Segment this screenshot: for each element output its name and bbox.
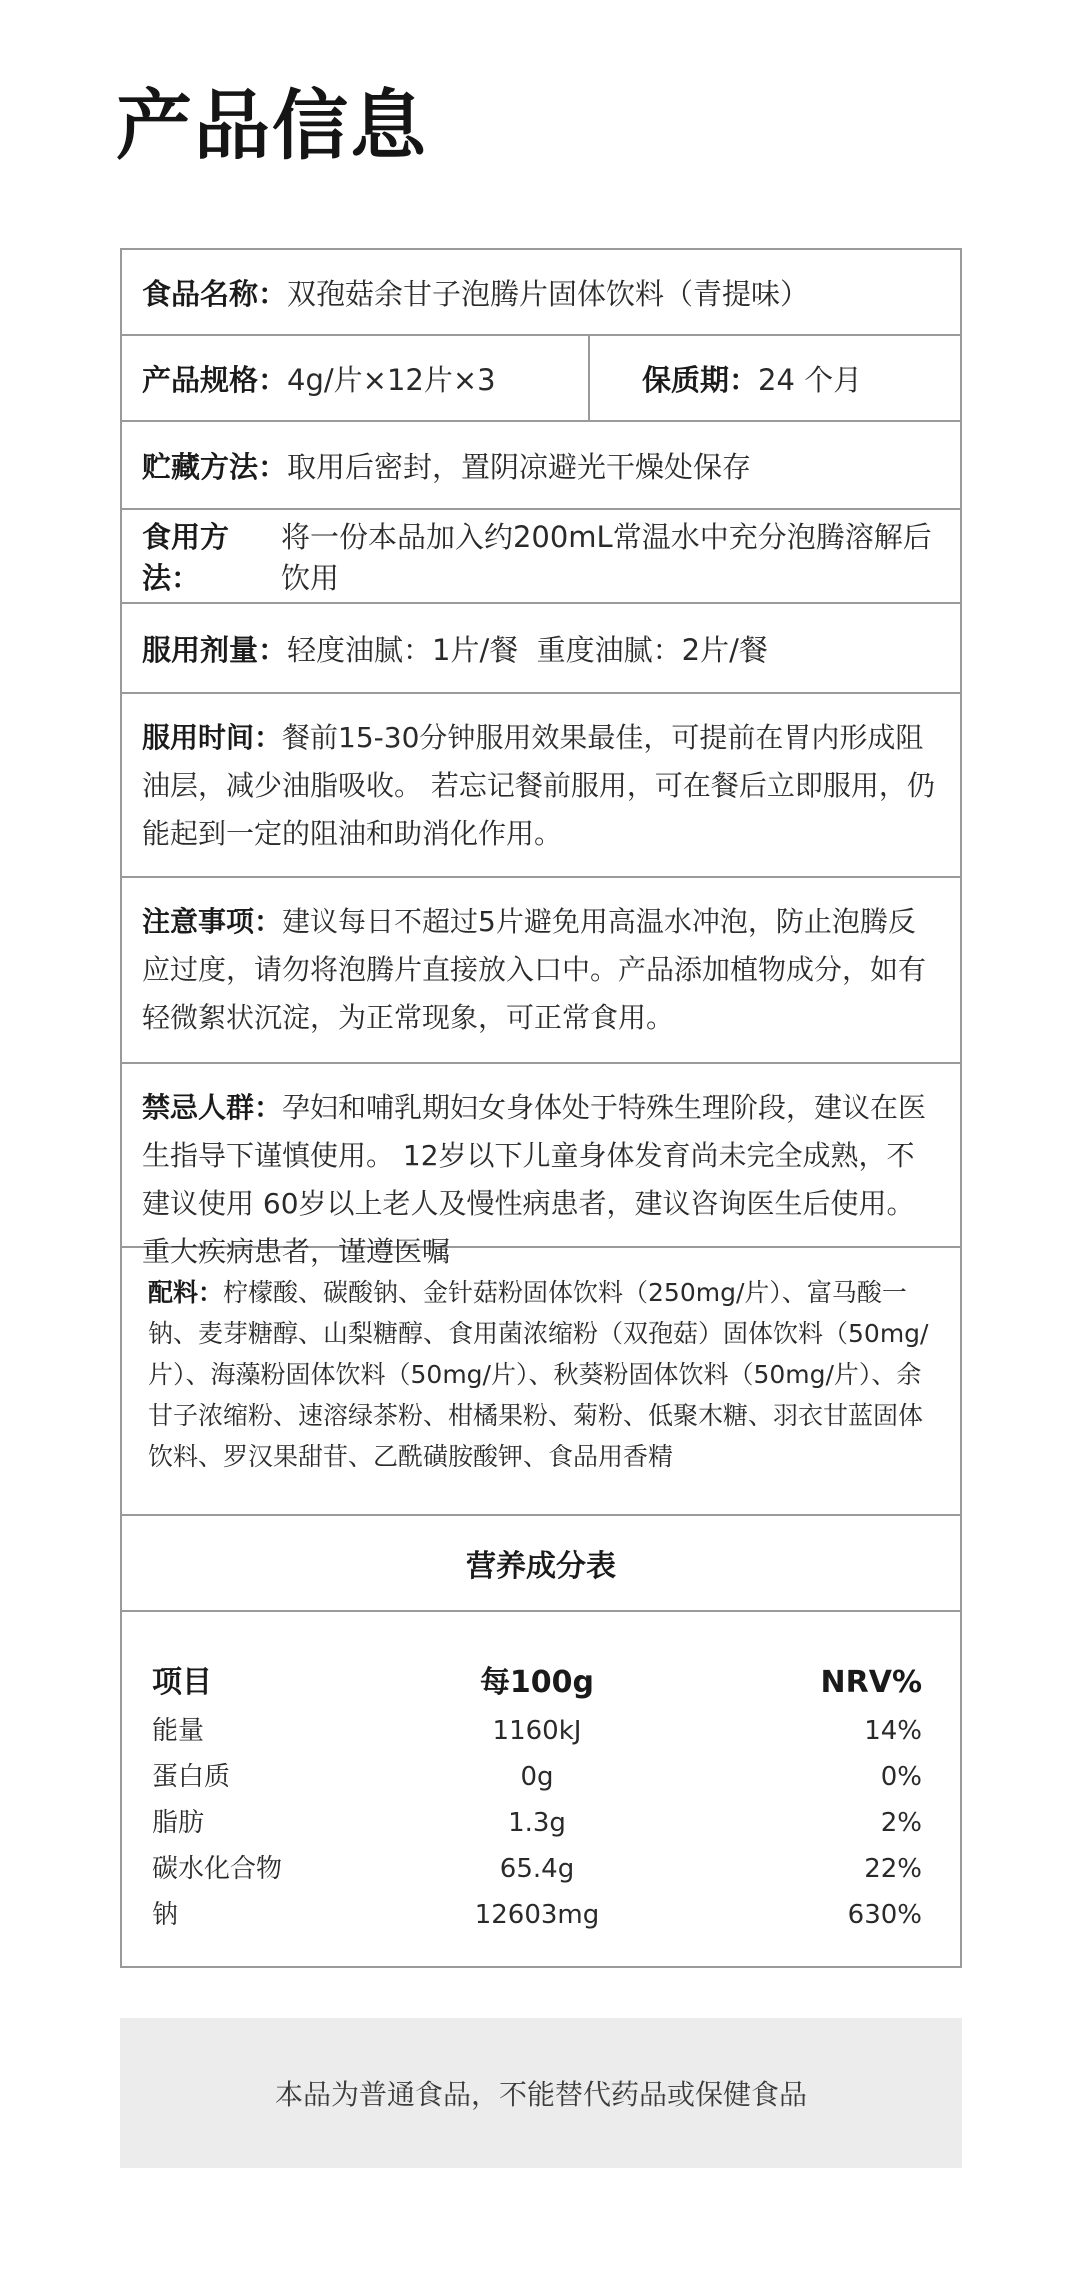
nutrient-amount: 0g (520, 1762, 554, 1792)
spec-value: 4g/片×12片×3 (287, 362, 496, 397)
nutrient-nrv: 630% (847, 1900, 922, 1930)
nutrition-row (122, 1708, 960, 1754)
food-name-value: 双孢菇余甘子泡腾片固体饮料（青提味） (287, 276, 810, 311)
timing-value: 餐前15-30分钟服用效果最佳，可提前在胃内形成阻油层，减少油脂吸收。 若忘记餐前服用，可在餐后立即服用，仍能起到一定的阻油和助消化作用。 (142, 721, 935, 850)
usage-label: 食用方法： (142, 520, 230, 595)
nutrient-name: 碳水化合物 (152, 1854, 283, 1884)
nutrient-name: 钠 (152, 1900, 179, 1930)
contraindications-label: 禁忌人群： (142, 1091, 283, 1124)
row-spec (122, 336, 960, 422)
row-ingredients (122, 1248, 960, 1516)
nutrition-row (122, 1800, 960, 1846)
nutrient-nrv: 22% (864, 1854, 922, 1884)
ingredients-label: 配料： (148, 1278, 224, 1307)
row-dosage (122, 604, 960, 694)
usage-value: 将一份本品加入约200mL常温水中充分泡腾溶解后饮用 (280, 520, 932, 595)
nutrient-amount: 65.4g (499, 1854, 575, 1884)
nutrition-table (122, 1612, 960, 1966)
row-contraindications (122, 1064, 960, 1268)
header-per-100g: 每100g (479, 1665, 595, 1700)
nutrition-row (122, 1892, 960, 1938)
nutrient-nrv: 2% (880, 1808, 922, 1838)
row-notes (122, 878, 960, 1064)
shelf-life-value: 24 个月 (758, 362, 863, 397)
dosage-label: 服用剂量： (142, 632, 288, 667)
nutrient-nrv: 14% (864, 1716, 922, 1746)
nutrient-name: 蛋白质 (152, 1762, 231, 1792)
notes-value: 建议每日不超过5片避免用高温水冲泡，防止泡腾反应过度，请勿将泡腾片直接放入口中。产品添加植物成分，如有轻微絮状沉淀，为正常现象，可正常食用。 (142, 905, 927, 1034)
spec-label: 产品规格： (142, 362, 288, 397)
row-food-name (122, 250, 960, 336)
header-item: 项目 (152, 1665, 212, 1700)
nutrition-row (122, 1754, 960, 1800)
nutrition-header-row (122, 1660, 960, 1706)
disclaimer-banner (120, 2018, 962, 2168)
product-info-table (120, 248, 962, 1968)
nutrient-nrv: 0% (880, 1762, 922, 1792)
notes-label: 注意事项： (142, 905, 283, 938)
storage-label: 贮藏方法： (142, 449, 288, 484)
ingredients-value: 柠檬酸、碳酸钠、金针菇粉固体饮料（250mg/片）、富马酸一钠、麦芽糖醇、山梨糖醇、食用菌浓缩粉（双孢菇）固体饮料（50mg/片）、海藻粉固体饮料（50mg/片）、秋葵粉固体饮料（50mg/片）、余甘子浓缩粉、速溶绿茶粉、柑橘果粉、菊粉、低聚木糖、羽衣甘蓝固体饮料、罗汉果甜苷、乙酰磺胺酸钾、食品用香精 (148, 1278, 929, 1471)
page-title: 产品信息 (116, 81, 428, 170)
header-nrv: NRV% (820, 1665, 922, 1700)
food-name-label: 食品名称： (142, 276, 288, 311)
nutrient-name: 能量 (152, 1716, 205, 1746)
shelf-life-label: 保质期： (642, 362, 759, 397)
nutrient-name: 脂肪 (152, 1808, 205, 1838)
row-timing (122, 694, 960, 878)
contraindications-value: 孕妇和哺乳期妇女身体处于特殊生理阶段，建议在医生指导下谨慎使用。 12岁以下儿童身体发育尚未完全成熟，不建议使用 60岁以上老人及慢性病患者，建议咨询医生后使用。重大疾病患者，谨遵医嘱 (142, 1091, 927, 1268)
shelf-life-cell (588, 336, 862, 420)
storage-value: 取用后密封，置阴凉避光干燥处保存 (287, 449, 752, 484)
row-usage (122, 510, 960, 604)
disclaimer-text: 本品为普通食品，不能替代药品或保健食品 (274, 2078, 807, 2111)
timing-label: 服用时间： (142, 721, 283, 754)
nutrient-amount: 1160kJ (492, 1716, 582, 1746)
row-storage (122, 422, 960, 510)
nutrition-title: 营养成分表 (122, 1516, 960, 1612)
nutrient-amount: 12603mg (474, 1900, 600, 1930)
dosage-value: 轻度油腻：1片/餐 重度油腻：2片/餐 (287, 632, 768, 667)
nutrition-row (122, 1846, 960, 1892)
nutrient-amount: 1.3g (508, 1808, 566, 1838)
